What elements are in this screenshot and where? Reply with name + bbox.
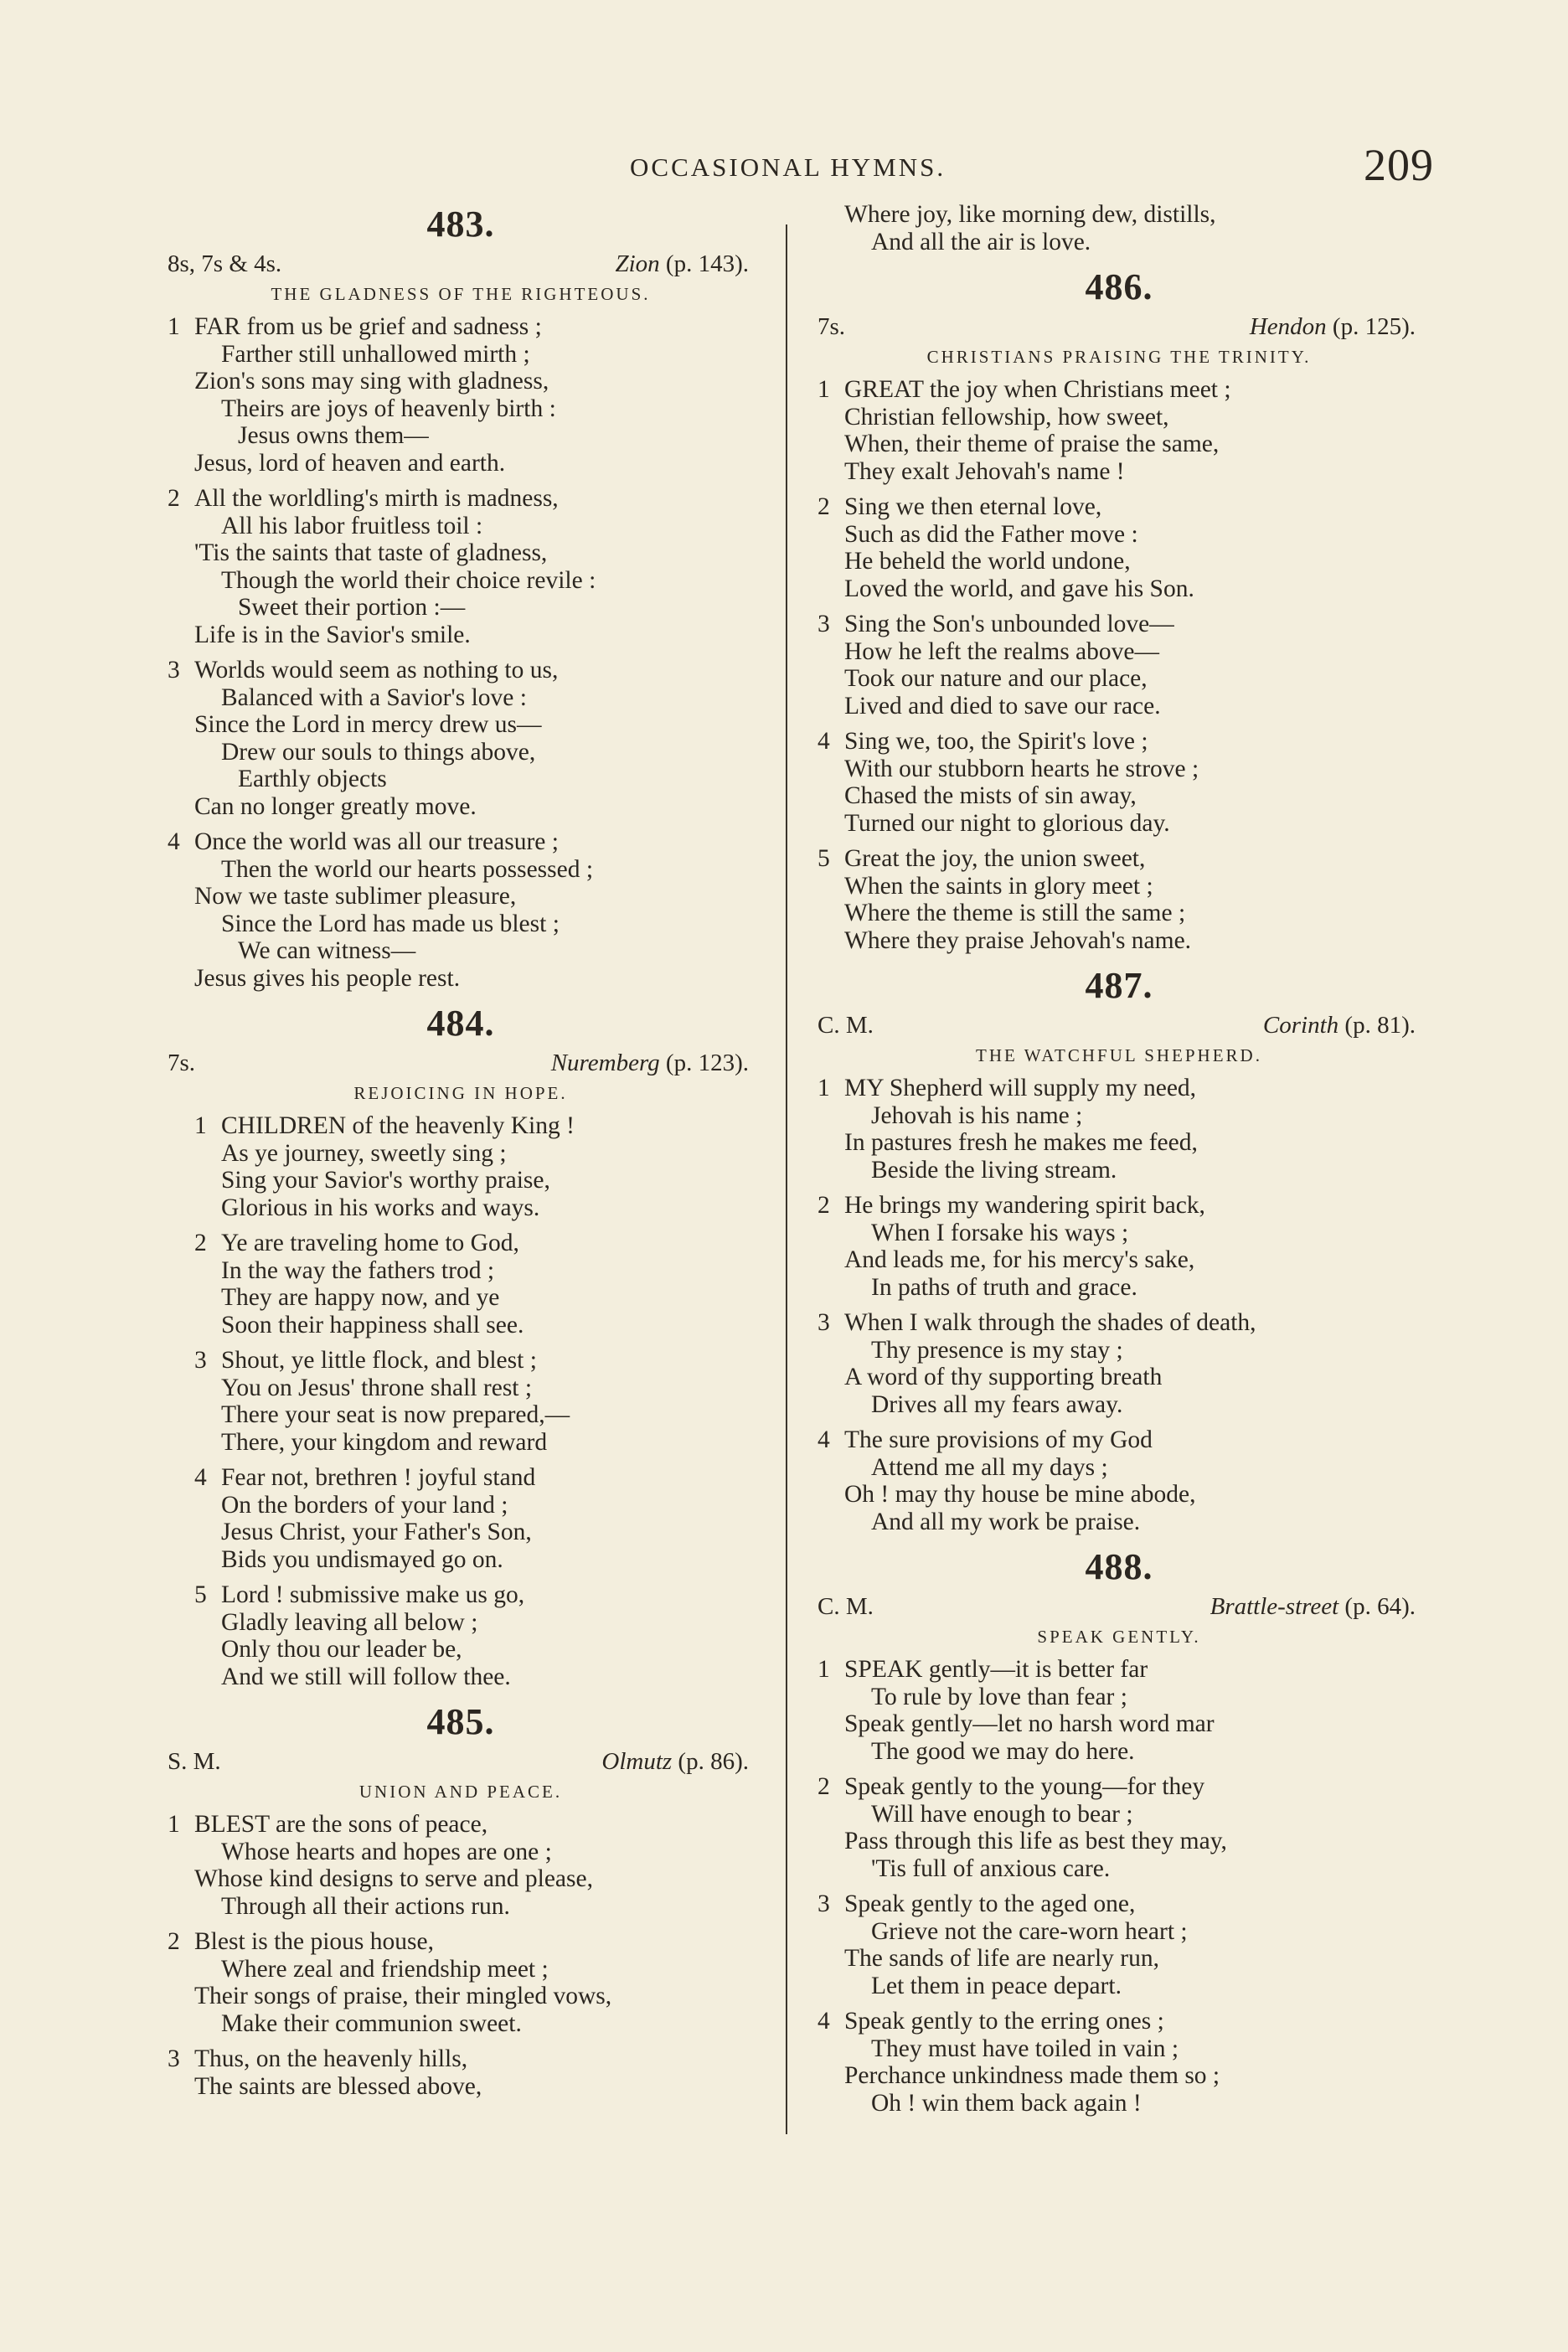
verse-line: Took our nature and our place, <box>844 665 1148 692</box>
hymn-subject: SPEAK GENTLY. <box>1037 1627 1201 1647</box>
verse-line: Since the Lord has made us blest ; <box>221 910 560 937</box>
tune-ref: (p. 81). <box>1344 1012 1416 1039</box>
hymn-number: 483. <box>426 204 495 245</box>
stanza <box>818 376 1421 485</box>
verse-line: Jesus gives his people rest. <box>194 964 461 992</box>
verse-line: All his labor fruitless toil : <box>221 512 483 539</box>
hymn-486 <box>818 264 1421 954</box>
stanza <box>168 1581 754 1690</box>
stanza <box>818 611 1421 720</box>
verse-line: When the saints in glory meet ; <box>844 872 1153 900</box>
verse-line: Theirs are joys of heavenly birth : <box>221 395 556 422</box>
hymn-tune <box>551 1047 749 1079</box>
hymn-number: 486. <box>1085 266 1153 307</box>
verse-line: Can no longer greatly move. <box>194 792 477 820</box>
verse-line: Shout, ye little flock, and blest ; <box>221 1347 537 1374</box>
hymn-meta <box>168 1746 754 1777</box>
stanza <box>818 1192 1421 1301</box>
stanza-number: 3 <box>194 1347 207 1374</box>
verse-line: They exalt Jehovah's name ! <box>844 457 1125 485</box>
verse-line: The sands of life are nearly run, <box>844 1945 1159 1972</box>
verse-line: Then the world our hearts possessed ; <box>221 855 594 883</box>
hymn-subject: UNION AND PEACE. <box>358 1782 563 1802</box>
verse-line: Where the theme is still the same ; <box>844 900 1186 926</box>
verse-line: Life is in the Savior's smile. <box>194 621 471 648</box>
stanza-number: 2 <box>168 1928 180 1955</box>
left-column <box>168 201 754 2108</box>
verse-line: Chased the mists of sin away, <box>844 782 1137 809</box>
verse-line: SPEAK gently—it is better far <box>844 1656 1148 1683</box>
verse-line: Since the Lord in mercy drew us— <box>194 711 542 738</box>
column-divider <box>786 224 787 2134</box>
stanza-number: 3 <box>168 2045 180 2072</box>
verse-line: Soon their happiness shall see. <box>221 1311 524 1338</box>
verse-line: Whose hearts and hopes are one ; <box>221 1838 552 1865</box>
verse-line: Farther still unhallowed mirth ; <box>221 340 530 368</box>
stanza-number: 4 <box>818 2008 830 2035</box>
verse-line: He beheld the world undone, <box>844 548 1131 575</box>
verse-line: Their songs of praise, their mingled vows, <box>194 1983 612 2009</box>
stanza-number: 2 <box>818 1773 830 1800</box>
stanza-number: 1 <box>194 1112 207 1139</box>
stanza-number: 4 <box>194 1464 207 1491</box>
stanza <box>168 313 754 477</box>
stanza-number: 3 <box>168 657 180 683</box>
tune-ref: (p. 86). <box>678 1748 749 1775</box>
verse-line: Sweet their portion :— <box>238 594 466 621</box>
verse-line: Grieve not the care-worn heart ; <box>871 1917 1188 1945</box>
tune-name: Zion <box>615 250 660 277</box>
verse-line: FAR from us be grief and sadness ; <box>194 313 542 340</box>
verse-line: Lived and died to save our race. <box>844 692 1161 720</box>
verse-line: And leads me, for his mercy's sake, <box>844 1246 1195 1273</box>
verse-line: Speak gently to the erring ones ; <box>844 2008 1164 2035</box>
verse-line: Christian fellowship, how sweet, <box>844 403 1169 431</box>
tune-ref: (p. 143). <box>665 250 749 277</box>
stanza-number: 4 <box>818 1426 830 1453</box>
tune-name: Brattle-street <box>1210 1593 1339 1620</box>
hymn-meta <box>818 1591 1421 1622</box>
verse-line: When, their theme of praise the same, <box>844 431 1220 457</box>
verse-line: Ye are traveling home to God, <box>221 1230 519 1256</box>
verse-line: How he left the realms above— <box>844 637 1159 665</box>
hymn-subject: THE WATCHFUL SHEPHERD. <box>976 1045 1262 1065</box>
hymn-meter: 8s, 7s & 4s. <box>168 250 282 277</box>
stanza-number: 3 <box>818 1890 830 1917</box>
stanza <box>818 1773 1421 1882</box>
tune-ref: (p. 125). <box>1332 313 1416 340</box>
verse-line: MY Shepherd will supply my need, <box>844 1075 1197 1101</box>
verse-line: Turned our night to glorious day. <box>844 809 1170 837</box>
verse-line: Where joy, like morning dew, distills, <box>844 201 1216 228</box>
verse-line: Zion's sons may sing with gladness, <box>194 368 549 395</box>
verse-line: Speak gently to the aged one, <box>844 1890 1136 1917</box>
verse-line: Sing the Son's unbounded love— <box>844 611 1174 637</box>
verse-line: Sing we, too, the Spirit's love ; <box>844 728 1148 755</box>
tune-ref: (p. 64). <box>1344 1593 1416 1620</box>
tune-name: Hendon <box>1249 313 1327 340</box>
hymn-meter: S. M. <box>168 1748 221 1775</box>
hymn-tune <box>1250 311 1416 343</box>
verse-line: Pass through this life as best they may, <box>844 1828 1227 1854</box>
tune-ref: (p. 123). <box>665 1050 749 1076</box>
verse-line: Thus, on the heavenly hills, <box>194 2045 468 2072</box>
verse-line: Bids you undismayed go on. <box>221 1545 503 1573</box>
stanza-number: 3 <box>818 611 830 637</box>
verse-line: Jesus owns them— <box>238 422 429 449</box>
stanza-number: 3 <box>818 1309 830 1336</box>
tune-name: Corinth <box>1262 1012 1339 1039</box>
hymn-484 <box>168 1000 754 1690</box>
verse-line: As ye journey, sweetly sing ; <box>221 1139 507 1167</box>
verse-line: Where zeal and friendship meet ; <box>221 1955 549 1983</box>
verse-line: Glorious in his works and ways. <box>221 1194 540 1221</box>
verse-line: Oh ! may thy house be mine abode, <box>844 1481 1196 1508</box>
stanza-number: 2 <box>168 485 180 512</box>
verse-line: Worlds would seem as nothing to us, <box>194 657 559 683</box>
stanza-number: 4 <box>818 728 830 755</box>
stanza-number: 1 <box>818 1075 830 1101</box>
hymn-488 <box>818 1544 1421 2117</box>
stanza <box>818 1309 1421 1418</box>
verse-line: A word of thy supporting breath <box>844 1364 1163 1390</box>
verse-line: Oh ! win them back again ! <box>871 2089 1142 2117</box>
verse-line: Where they praise Jehovah's name. <box>844 926 1192 954</box>
stanza <box>818 1426 1421 1535</box>
stanza <box>168 1928 754 2037</box>
verse-line: Make their communion sweet. <box>221 2009 522 2037</box>
verse-line: Only thou our leader be, <box>221 1636 462 1663</box>
verse-line: We can witness— <box>238 937 416 964</box>
stanza <box>168 1811 754 1920</box>
verse-line: He brings my wandering spirit back, <box>844 1192 1205 1219</box>
verse-line: Great the joy, the union sweet, <box>844 845 1146 872</box>
verse-line: Though the world their choice revile : <box>221 566 596 594</box>
stanza-number: 4 <box>168 828 180 855</box>
verse-line: All the worldling's mirth is madness, <box>194 485 559 512</box>
verse-line: Perchance unkindness made them so ; <box>844 2062 1220 2089</box>
verse-line: With our stubborn hearts he strove ; <box>844 755 1199 782</box>
hymn-483 <box>168 201 754 992</box>
stanza <box>818 2008 1421 2117</box>
right-column <box>818 201 1421 2125</box>
hymn-tune <box>1263 1009 1416 1041</box>
verse-line: To rule by love than fear ; <box>871 1683 1127 1710</box>
verse-line: Thy presence is my stay ; <box>871 1336 1123 1364</box>
verse-line: Now we taste sublimer pleasure, <box>194 883 517 910</box>
verse-line: Drives all my fears away. <box>871 1390 1123 1418</box>
stanza <box>168 1464 754 1573</box>
verse-line: They must have toiled in vain ; <box>871 2035 1179 2062</box>
hymn-meter: C. M. <box>818 1012 874 1039</box>
verse-line: There, your kingdom and reward <box>221 1428 548 1456</box>
stanza <box>818 728 1421 837</box>
stanza-number: 1 <box>168 313 180 340</box>
stanza-number: 1 <box>168 1811 180 1838</box>
verse-line: They are happy now, and ye <box>221 1284 500 1311</box>
hymn-meter: 7s. <box>818 313 846 340</box>
verse-line: Whose kind designs to serve and please, <box>194 1865 593 1892</box>
stanza-number: 1 <box>818 1656 830 1683</box>
stanza <box>168 2045 754 2100</box>
stanza <box>818 845 1421 954</box>
verse-line: Sing your Savior's worthy praise, <box>221 1167 550 1194</box>
verse-line: When I walk through the shades of death, <box>844 1309 1256 1336</box>
verse-line: Lord ! submissive make us go, <box>221 1581 525 1608</box>
verse-line: Loved the world, and gave his Son. <box>844 575 1194 602</box>
verse-line: Earthly objects <box>238 766 387 792</box>
stanza-number: 2 <box>194 1230 207 1256</box>
stanza-number: 2 <box>818 1192 830 1219</box>
hymn-tune <box>601 1746 749 1777</box>
hymn-subject: CHRISTIANS PRAISING THE TRINITY. <box>926 347 1312 367</box>
verse-line: On the borders of your land ; <box>221 1491 508 1519</box>
hymn-485-continued <box>818 201 1421 255</box>
verse-line: Speak gently to the young—for they <box>844 1773 1205 1800</box>
hymn-meta <box>168 248 754 280</box>
verse-line: Attend me all my days ; <box>871 1453 1108 1481</box>
verse-line: Gladly leaving all below ; <box>221 1608 478 1636</box>
stanza <box>168 1347 754 1456</box>
page-header <box>0 140 1568 199</box>
page-number: 209 <box>1364 140 1434 190</box>
stanza-number: 2 <box>818 493 830 520</box>
verse-line: Beside the living stream. <box>871 1156 1117 1184</box>
hymn-tune <box>615 248 749 280</box>
stanza <box>168 828 754 992</box>
verse-line: When I forsake his ways ; <box>871 1219 1129 1246</box>
hymn-meta <box>818 1009 1421 1041</box>
verse-line: Will have enough to bear ; <box>871 1800 1133 1828</box>
verse-line: Fear not, brethren ! joyful stand <box>221 1464 536 1491</box>
hymn-meta <box>818 311 1421 343</box>
stanza <box>168 657 754 820</box>
verse-line: 'Tis full of anxious care. <box>871 1854 1111 1882</box>
stanza <box>818 1075 1421 1184</box>
hymn-number: 487. <box>1085 965 1153 1006</box>
verse-line: 'Tis the saints that taste of gladness, <box>194 539 548 566</box>
verse-line: Jesus Christ, your Father's Son, <box>221 1519 532 1545</box>
stanza <box>818 1890 1421 1999</box>
verse-line: The saints are blessed above, <box>194 2072 482 2100</box>
hymn-meter: 7s. <box>168 1050 196 1076</box>
hymn-meter: C. M. <box>818 1593 874 1620</box>
verse-line: Through all their actions run. <box>221 1892 510 1920</box>
verse-line: Such as did the Father move : <box>844 520 1138 548</box>
verse-line: Let them in peace depart. <box>871 1972 1122 1999</box>
verse-line: And all the air is love. <box>871 228 1091 255</box>
tune-name: Olmutz <box>601 1748 673 1775</box>
verse-line: Blest is the pious house, <box>194 1928 434 1955</box>
stanza-number: 5 <box>194 1581 207 1608</box>
hymn-number: 485. <box>426 1701 495 1742</box>
hymn-number: 484. <box>426 1003 495 1044</box>
stanza <box>818 1656 1421 1765</box>
verse-line: BLEST are the sons of peace, <box>194 1811 488 1838</box>
verse-line: Jehovah is his name ; <box>871 1101 1083 1129</box>
hymn-meta <box>168 1047 754 1079</box>
stanza-number: 5 <box>818 845 830 872</box>
verse-line: And all my work be praise. <box>871 1508 1141 1535</box>
verse-line: Drew our souls to things above, <box>221 738 536 766</box>
hymn-485 <box>168 1699 754 2100</box>
verse-line: CHILDREN of the heavenly King ! <box>221 1112 575 1139</box>
verse-line: In pastures fresh he makes me feed, <box>844 1129 1198 1156</box>
verse-line: Once the world was all our treasure ; <box>194 828 559 855</box>
verse-line: And we still will follow thee. <box>221 1663 511 1690</box>
tune-name: Nuremberg <box>550 1050 660 1076</box>
running-title: OCCASIONAL HYMNS. <box>630 152 946 182</box>
verse-line: You on Jesus' throne shall rest ; <box>221 1374 533 1401</box>
verse-line: The good we may do here. <box>871 1737 1135 1765</box>
verse-line: In paths of truth and grace. <box>871 1273 1137 1301</box>
stanza <box>818 493 1421 602</box>
hymn-subject: THE GLADNESS OF THE RIGHTEOUS. <box>271 284 651 304</box>
verse-line: There your seat is now prepared,— <box>221 1401 570 1428</box>
hymn-number: 488. <box>1085 1546 1153 1587</box>
stanza <box>168 1230 754 1338</box>
hymn-subject: REJOICING IN HOPE. <box>353 1083 568 1103</box>
verse-line: In the way the fathers trod ; <box>221 1256 495 1284</box>
stanza <box>168 485 754 648</box>
stanza <box>168 1112 754 1221</box>
verse-line: Balanced with a Savior's love : <box>221 683 527 711</box>
hymn-487 <box>818 962 1421 1535</box>
verse-line: Jesus, lord of heaven and earth. <box>194 449 506 477</box>
hymn-tune <box>1210 1591 1416 1622</box>
verse-line: Sing we then eternal love, <box>844 493 1102 520</box>
verse-line: Speak gently—let no harsh word mar <box>844 1710 1215 1737</box>
stanza-number: 1 <box>818 376 830 403</box>
verse-line: The sure provisions of my God <box>844 1426 1153 1453</box>
verse-line: GREAT the joy when Christians meet ; <box>844 376 1231 403</box>
